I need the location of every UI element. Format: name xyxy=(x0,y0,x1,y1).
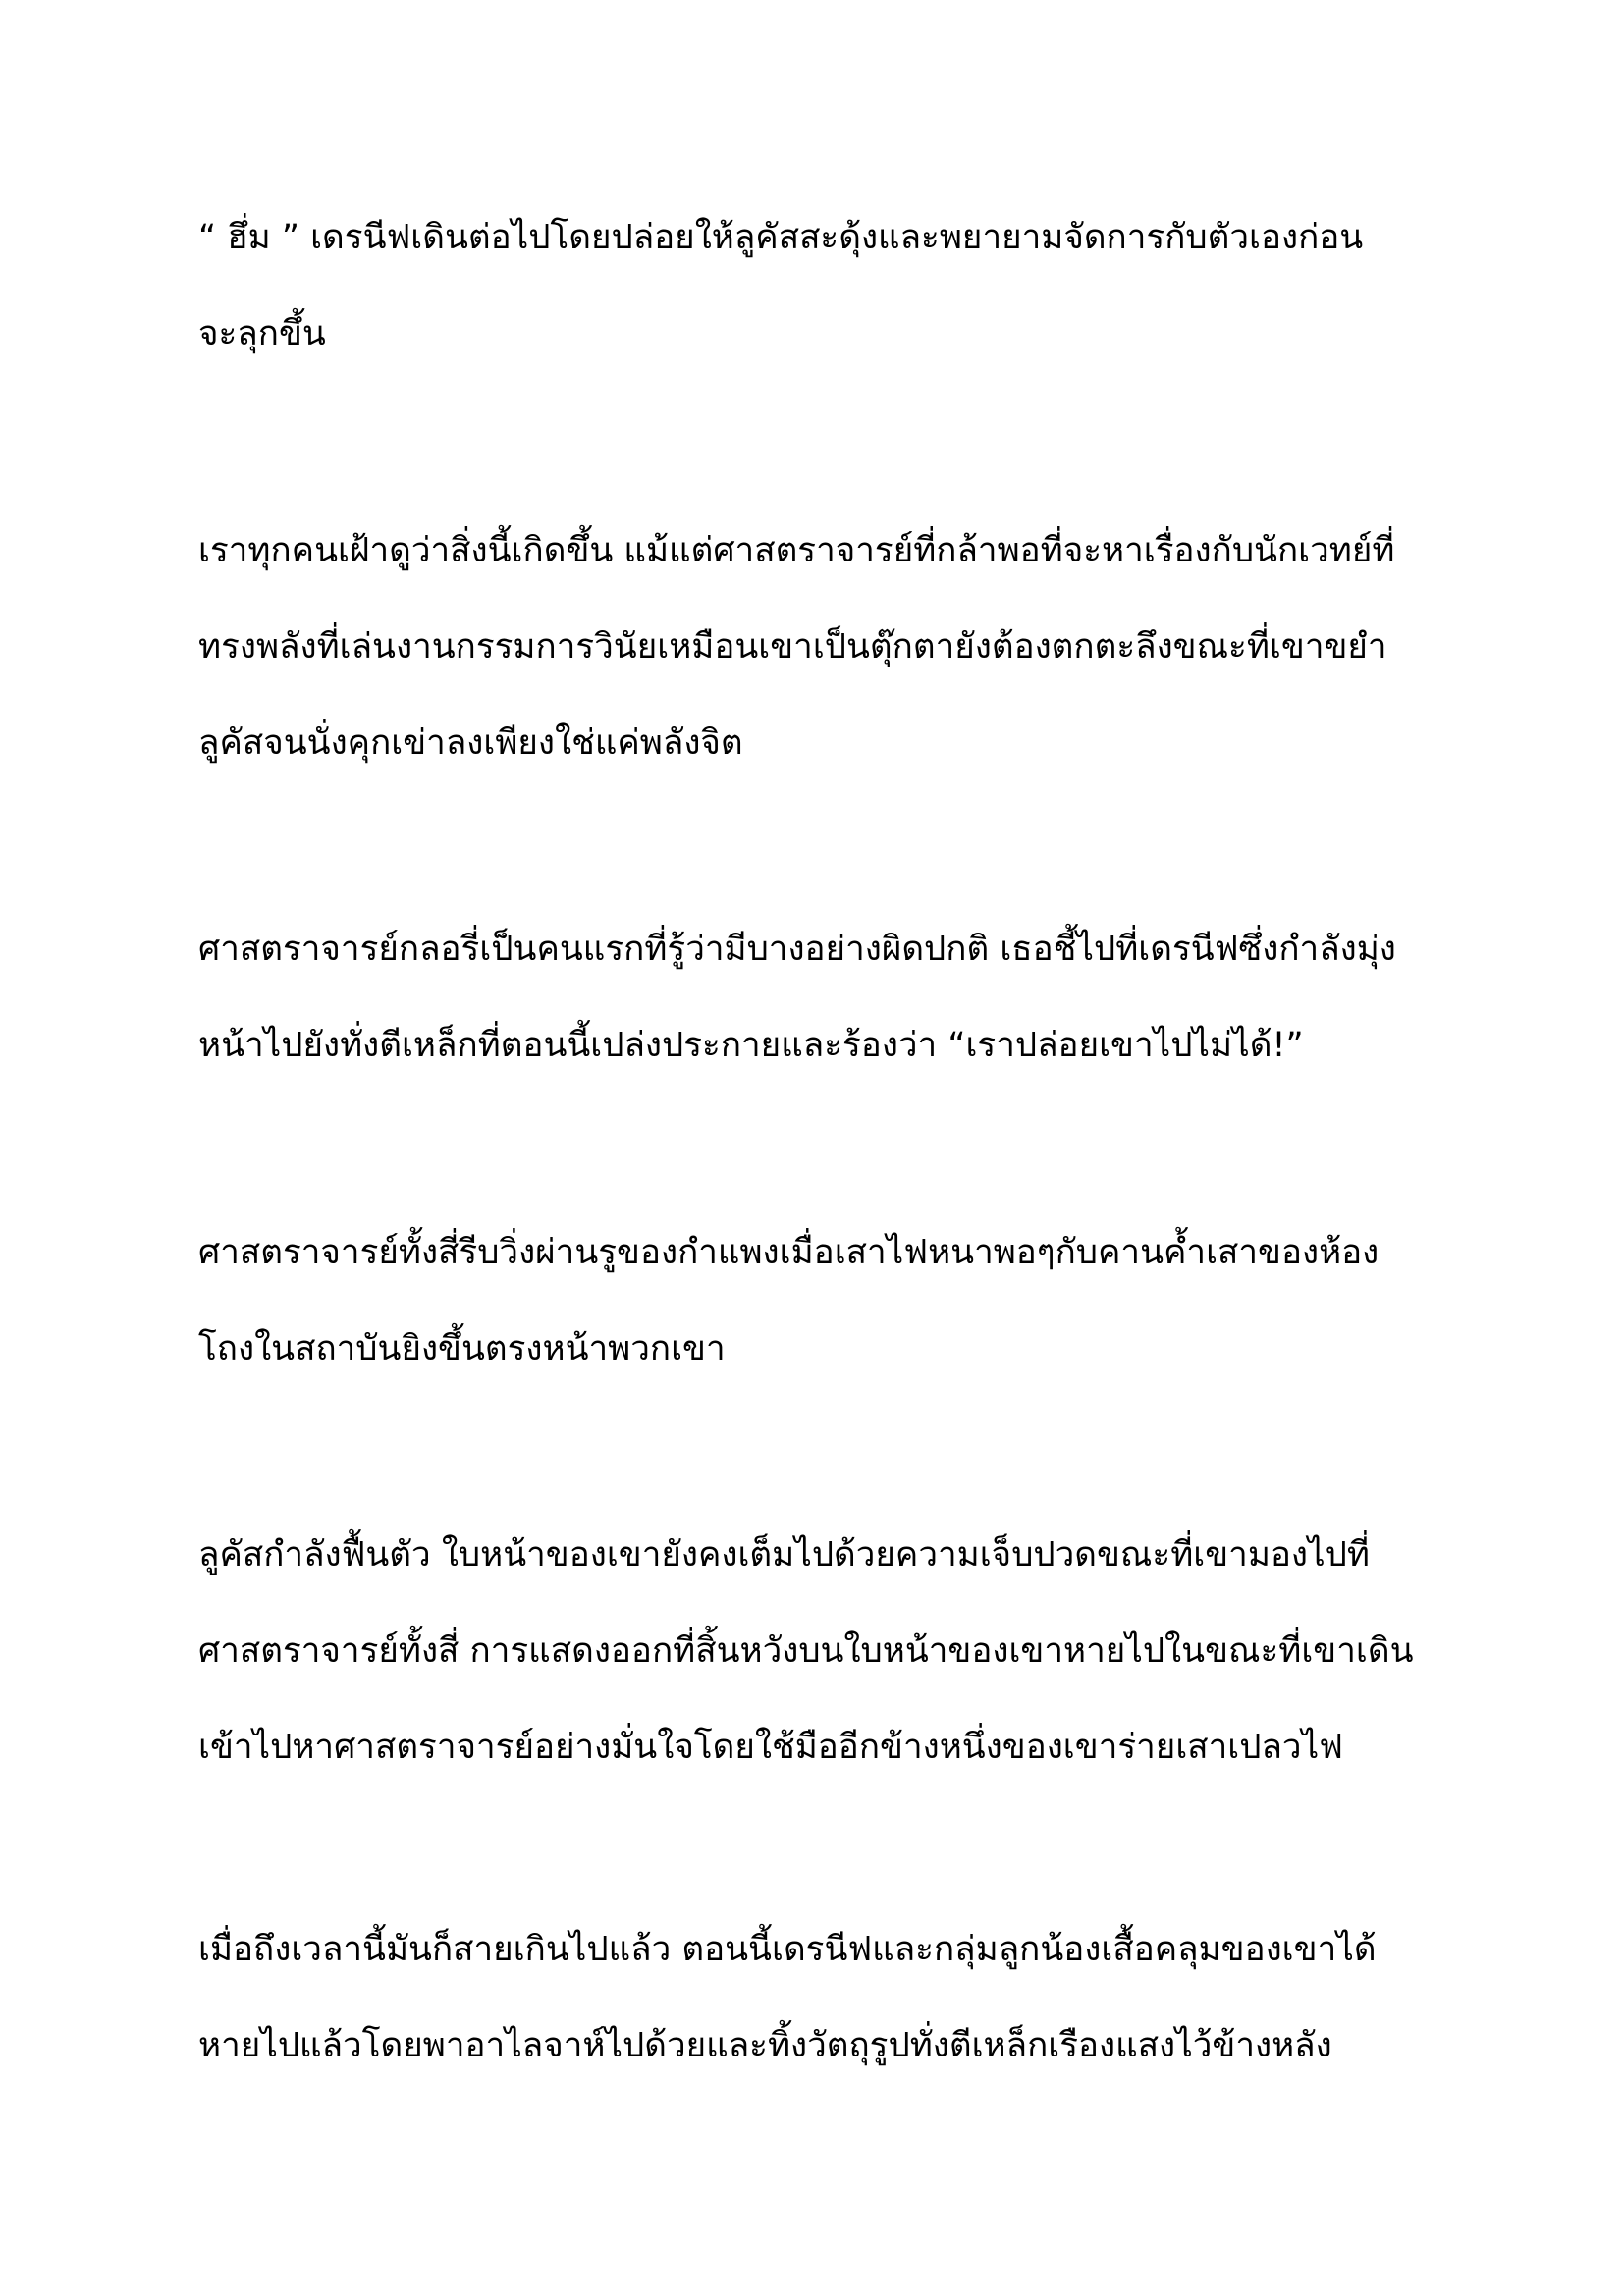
text-line: ลูคัสจนนั่งคุกเข่าลงเพียงใช่แค่พลังจิต xyxy=(198,723,743,763)
text-line: “ ฮึ่ม ” เดรนีฟเดินต่อไปโดยปล่อยให้ลูคัสสะดุ้งและพยายามจัดการกับตัวเองก่อน xyxy=(198,218,1364,257)
text-line: เราทุกคนเฝ้าดูว่าสิ่งนี้เกิดขึ้น แม้แต่ศาสตราจารย์ที่กล้าพอที่จะหาเรื่องกับนักเวทย์ที่ xyxy=(198,531,1395,570)
paragraph xyxy=(198,189,1455,382)
text-line: ศาสตราจารย์กลอรี่เป็นคนแรกที่รู้ว่ามีบางอย่างผิดปกติ เธอชี้ไปที่เดรนีฟซึ่งกำลังมุ่ง xyxy=(198,930,1396,969)
paragraph xyxy=(198,1507,1455,1795)
text-line: หายไปแล้วโดยพาอาไลจาห์ไปด้วยและทิ้งวัตถุรูปทั่งตีเหล็กเรืองแสงไว้ข้างหลัง xyxy=(198,2026,1332,2065)
text-line: ลูคัสกำลังฟื้นตัว ใบหน้าของเขายังคงเต็มไปด้วยความเจ็บปวดขณะที่เขามองไปที่ xyxy=(198,1535,1370,1575)
text-line: โถงในสถาบันยิงขึ้นตรงหน้าพวกเขา xyxy=(198,1329,726,1368)
paragraph xyxy=(198,1204,1455,1397)
text-line: เข้าไปหาศาสตราจารย์อย่างมั่นใจโดยใช้มืออีกข้างหนึ่งของเขาร่ายเสาเปลวไฟ xyxy=(198,1728,1343,1767)
paragraph xyxy=(198,901,1455,1094)
text-line: หน้าไปยังทั่งตีเหล็กที่ตอนนี้เปล่งประกายและร้องว่า “เราปล่อยเขาไปไม่ได้!” xyxy=(198,1026,1304,1065)
text-line: ศาสตราจารย์ทั้งสี่รีบวิ่งผ่านรูของกำแพงเมื่อเสาไฟหนาพอๆกับคานค้ำเสาของห้อง xyxy=(198,1233,1380,1272)
text-line: ทรงพลังที่เล่นงานกรรมการวินัยเหมือนเขาเป็นตุ๊กตายังต้องตกตะลึงขณะที่เขาขยำ xyxy=(198,627,1387,667)
paragraph xyxy=(198,1901,1455,2094)
text-line: ศาสตราจารย์ทั้งสี่ การแสดงออกที่สิ้นหวังบนใบหน้าของเขาหายไปในขณะที่เขาเดิน xyxy=(198,1631,1414,1671)
paragraph xyxy=(198,503,1455,791)
text-line: จะลุกขึ้น xyxy=(198,314,326,353)
text-line: เมื่อถึงเวลานี้มันก็สายเกินไปแล้ว ตอนนี้เดรนีฟและกลุ่มลูกน้องเสื้อคลุมของเขาได้ xyxy=(198,1930,1377,1969)
